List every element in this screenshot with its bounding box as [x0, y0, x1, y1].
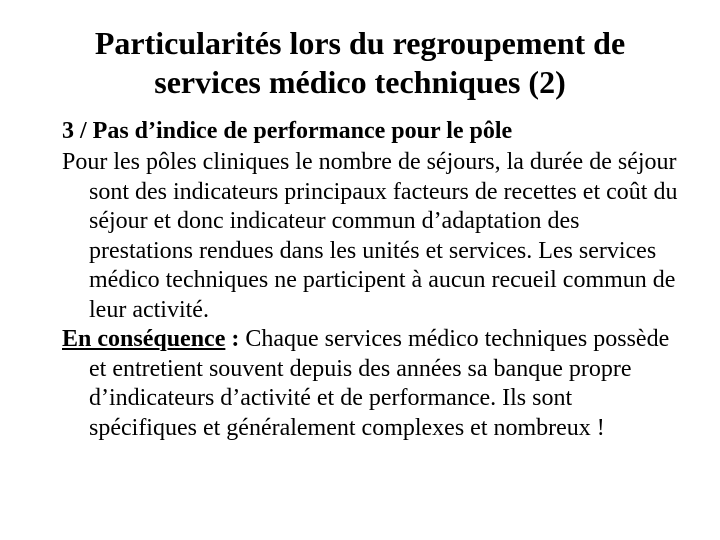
- paragraph-poles-cliniques: Pour les pôles cliniques le nombre de séjours, la durée de séjour sont des indicateurs principaux facteurs de recettes et coût du séjour et donc indicateur commun d’adaptation des prestations rendues dans les unités et services. Les services médico techniques ne participent à aucun recueil commun de leur activité.: [62, 149, 678, 323]
- title-line-2: services médico techniques (2): [154, 64, 566, 100]
- section-subheading: 3 / Pas d’indice de performance pour le pôle: [62, 118, 513, 144]
- title-line-1: Particularités lors du regroupement de: [94, 25, 626, 61]
- paragraph-consequence: [62, 325, 684, 443]
- consequence-text: Chaque services médico techniques possède et entretient souvent depuis des années sa banque propre d’indicateurs d’activité et de performance. Ils sont spécifiques et généralement complexes et nombreux !: [89, 326, 670, 441]
- consequence-lead: En conséquence: [62, 326, 226, 352]
- consequence-colon: :: [225, 326, 240, 352]
- slide-title: [36, 24, 684, 102]
